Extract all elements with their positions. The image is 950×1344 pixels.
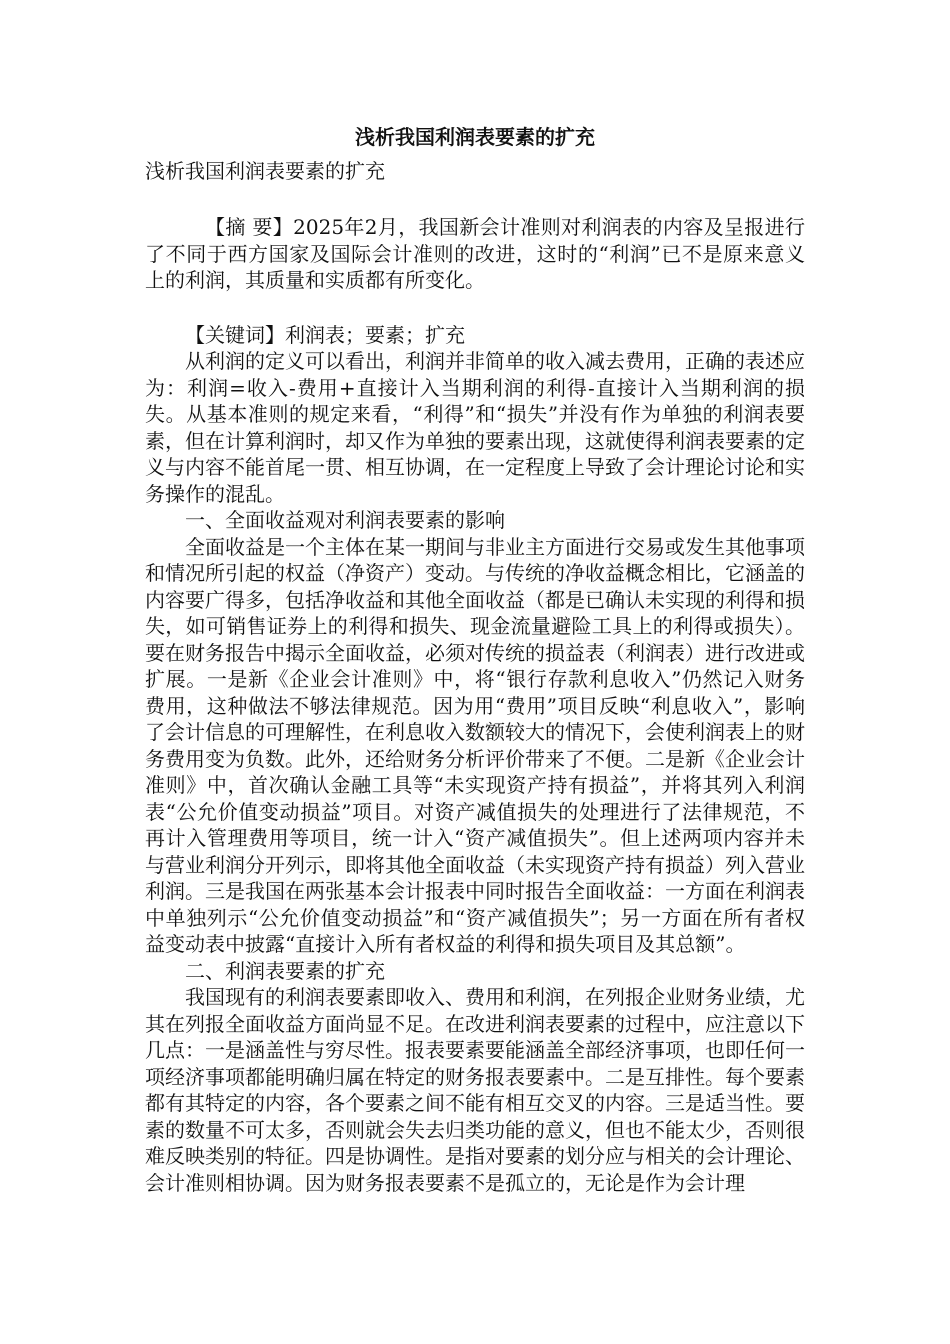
document-page: [145, 118, 805, 1196]
section-1-heading: 一、全面收益观对利润表要素的影响: [185, 508, 505, 532]
document-title: 浅析我国利润表要素的扩充: [355, 125, 595, 149]
section-2-paragraph: 我国现有的利润表要素即收入、费用和利润，在列报企业财务业绩，尤其在列报全面收益方面尚显不足。在改进利润表要素的过程中，应注意以下几点：一是涵盖性与穷尽性。报表要素要能涵盖全部经济事项，也即任何一项经济事项都能明确归属在特定的财务报表要素中。二是互排性。每个要素都有其特定的内容，各个要素之间不能有相互交叉的内容。三是适当性。要素的数量不可太多，否则就会失去归类功能的意义，但也不能太少，否则很难反映类别的特征。四是协调性。是指对要素的划分应与相关的会计理论、会计准则相协调。因为财务报表要素不是孤立的，无论是作为会计理: [145, 985, 805, 1195]
abstract-paragraph: 【摘 要】2025年2月，我国新会计准则对利润表的内容及呈报进行了不同于西方国家及国际会计准则的改进，这时的“利润”已不是原来意义上的利润，其质量和实质都有所变化。: [145, 215, 805, 292]
section-2-heading: 二、利润表要素的扩充: [185, 958, 385, 983]
intro-paragraph: 从利润的定义可以看出，利润并非简单的收入减去费用，正确的表述应为：利润=收入-费用+直接计入当期利润的利得-直接计入当期利润的损失。从基本准则的规定来看，“利得”和“损失”并没有作为单独的利润表要素，但在计算利润时，却又作为单独的要素出现，这就使得利润表要素的定义与内容不能首尾一贯、相互协调，在一定程度上导致了会计理论讨论和实务操作的混乱。: [145, 349, 805, 506]
section-1-paragraph: 全面收益是一个主体在某一期间与非业主方面进行交易或发生其他事项和情况所引起的权益（净资产）变动。与传统的净收益概念相比，它涵盖的内容要广得多，包括净收益和其他全面收益（都是已确认未实现的利得和损失，如可销售证券上的利得和损失、现金流量避险工具上的利得或损失）。要在财务报告中揭示全面收益，必须对传统的损益表（利润表）进行改进或扩展。一是新《企业会计准则》中，将“银行存款利息收入”仍然记入财务费用，这种做法不够法律规范。因为用“费用”项目反映“利息收入”，影响了会计信息的可理解性，在利息收入数额较大的情况下，会使利润表上的财务费用变为负数。此外，还给财务分析评价带来了不便。二是新《企业会计准则》中，首次确认金融工具等“未实现资产持有损益”，并将其列入利润表“公允价值变动损益”项目。对资产减值损失的处理进行了法律规范，不再计入管理费用等项目，统一计入“资产减值损失”。但上述两项内容并未与营业利润分开列示，即将其他全面收益（未实现资产持有损益）列入营业利润。三是我国在两张基本会计报表中同时报告全面收益：一方面在利润表中单独列示“公允价值变动损益”和“资产减值损失”；另一方面在所有者权益变动表中披露“直接计入所有者权益的利得和损失项目及其总额”。: [145, 534, 805, 956]
keywords-line: 【关键词】利润表；要素；扩充: [185, 322, 465, 347]
document-subtitle: 浅析我国利润表要素的扩充: [145, 159, 385, 183]
